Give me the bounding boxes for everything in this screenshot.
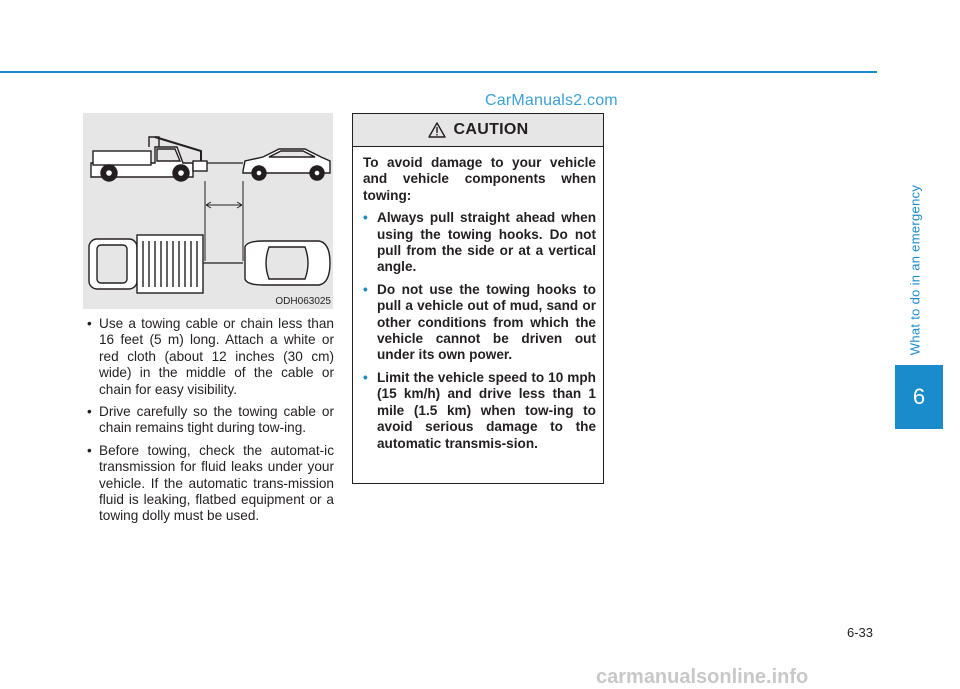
towing-illustration [83, 113, 333, 309]
caution-title: CAUTION [453, 121, 529, 138]
list-item-text: Before towing, check the automat-ic transmission for fluid leaks under your vehicle. If the automatic trans-mission fluid is leaking, flatbed equipment or a towing dolly must be used. [99, 442, 334, 524]
bullet-icon: • [363, 369, 368, 385]
page-number: 6-33 [847, 625, 874, 640]
caution-item [363, 370, 596, 452]
bullet-icon: • [87, 404, 92, 420]
caution-header [353, 114, 603, 147]
warning-triangle-icon [428, 122, 446, 138]
bullet-icon: • [87, 316, 92, 331]
list-item [86, 443, 334, 525]
chapter-tab: 6 [895, 365, 943, 429]
sedan-side [243, 149, 330, 180]
list-item [86, 316, 334, 398]
caution-item [363, 210, 596, 276]
caution-list [363, 210, 596, 452]
tow-truck-side [91, 137, 207, 181]
list-item-text: Drive carefully so the towing cable or chain remains tight during tow-ing. [99, 404, 334, 436]
caution-item [363, 282, 596, 364]
caution-box [352, 113, 604, 484]
caution-item-text: Always pull straight ahead when using the towing hooks. Do not pull from the side or at a vertical angle. [377, 210, 596, 275]
towing-diagram-graphic [83, 113, 333, 309]
towing-instructions [86, 316, 334, 531]
tow-truck-top [89, 235, 203, 293]
distance-marker [205, 181, 243, 261]
section-label: What to do in an emergency [907, 184, 923, 356]
watermark-bottom[interactable]: carmanualsonline.info [596, 666, 809, 688]
caution-intro: To avoid damage to your vehicle and vehicle components when towing: [363, 155, 596, 203]
figure-code: ODH063025 [275, 296, 331, 307]
sedan-top [245, 241, 330, 285]
caution-item-text: Limit the vehicle speed to 10 mph (15 km/h) and drive less than 1 mile (1.5 km) when tow-ing to avoid serious damage to the automatic transmis-sion. [377, 369, 596, 451]
watermark-top[interactable]: CarManuals2.com [485, 92, 618, 109]
caution-item-text: Do not use the towing hooks to pull a vehicle out of mud, sand or other conditions from which the vehicle cannot be driven out under its own power. [377, 281, 596, 363]
list-item [86, 404, 334, 437]
bullet-icon: • [363, 281, 368, 297]
caution-body [353, 147, 603, 452]
list-item-text: Use a towing cable or chain less than 16 feet (5 m) long. Attach a white or red cloth (about 12 inches (30 cm) wide) in the middle of the cable or chain for easy visibility. [99, 316, 334, 397]
header-rule [0, 71, 877, 73]
bullet-icon: • [87, 442, 92, 458]
bullet-icon: • [363, 210, 368, 226]
